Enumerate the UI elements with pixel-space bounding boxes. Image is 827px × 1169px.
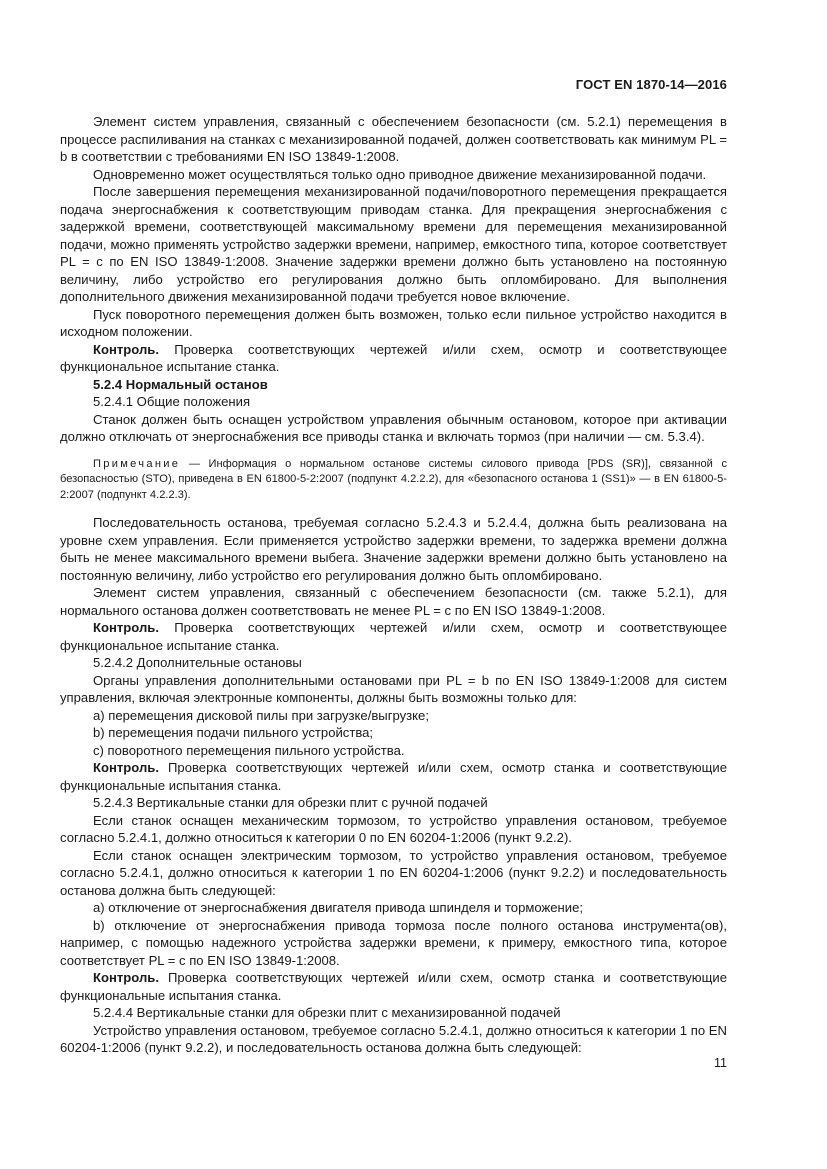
control-paragraph [60,969,727,1004]
list-item: b) перемещения подачи пильного устройства; [93,725,374,740]
list-item: b) отключение от энергоснабжения привода тормоза после полного останова инструмента(ов), например, с помощью надежного устройства задержки времени, к примеру, емкостного типа, которое соответствует PL = c по EN ISO 13849-1:2008. [60,917,727,968]
section-heading-text: 5.2.4 Нормальный останов [93,376,268,392]
paragraph: Пуск поворотного перемещения должен быть возможен, только если пильное устройство находится в исходном положении. [60,306,727,339]
list-item: c) поворотного перемещения пильного устройства. [93,742,405,758]
note-text: — Информация о нормальном останове системы силового привода [PDS (SR)], связанной с безопасностью (STO), приведена в EN 61800-5-2:2007 (подпункт 4.2.2.2), для «безопасного останова 1 (SS1)» — в EN 61800-5-2:2007 (подпункт 4.2.2.3). [60,457,727,501]
control-paragraph [60,341,727,376]
paragraph: После завершения перемещения механизированной подачи/поворотного перемещения прекращается подача энергоснабжения к соответствующим приводам станка. Для прекращения энергоснабжения с задержкой времени, соответствующей максимальному времени для перемещения механизированной подачи, можно применять устройство задержки времени, например, емкостного типа, которое соответствует PL = c по EN ISO 13849-1:2008. Значение задержки времени должно быть установлено на постоянную величину, либо устройство его регулирования должно быть опломбировано. Для выполнения дополнительного движения механизированной подачи требуется новое включение. [60,184,727,304]
subsection-heading: 5.2.4.2 Дополнительные остановы [93,655,302,670]
document-code-header: ГОСТ EN 1870-14—2016 [575,77,727,92]
subsection-heading: 5.2.4.1 Общие положения [93,394,251,409]
note [60,457,727,504]
control-label: Контроль. [93,760,159,775]
paragraph: Устройство управления остановом, требуемое согласно 5.2.4.1, должно относиться к категории 1 по EN 60204-1:2006 (пункт 9.2.2), и последовательность останова должна быть следующей: [60,1022,727,1055]
subsection-heading: 5.2.4.4 Вертикальные станки для обрезки плит с механизированной подачей [93,1005,561,1020]
paragraph: Если станок оснащен электрическим тормозом, то устройство управления остановом, требуемое согласно 5.2.4.1, должно относиться к категории 1 по EN 60204-1:2006 (пункт 9.2.2) и последовательность останова должна быть следующей: [60,847,727,898]
control-text: Проверка соответствующих чертежей и/или схем, осмотр и соответствующее функциональное испытание станка. [60,620,727,653]
control-paragraph [60,619,727,654]
subsection-heading: 5.2.4.3 Вертикальные станки для обрезки плит с ручной подачей [93,795,488,810]
section-heading [60,376,727,394]
control-label: Контроль. [93,341,159,357]
control-text: Проверка соответствующих чертежей и/или схем, осмотр станка и соответствующие функциональные испытания станка. [60,970,728,1003]
paragraph: Органы управления дополнительными остановами при PL = b по EN ISO 13849-1:2008 для систем управления, включая электронные компоненты, должны быть возможны только для: [60,672,727,705]
note-label: Примечание [93,457,181,470]
control-text: Проверка соответствующих чертежей и/или схем, осмотр станка и соответствующие функциональные испытания станка. [60,760,728,793]
control-label: Контроль. [93,970,159,985]
page-number: 11 [714,1056,727,1070]
list-item: a) перемещения дисковой пилы при загрузке/выгрузке; [93,707,429,723]
paragraph: Последовательность останова, требуемая согласно 5.2.4.3 и 5.2.4.4, должна быть реализована на уровне схем управления. Если применяется устройство задержки времени, то задержка времени должна быть не менее максимального времени выбега. Значение задержки времени должно быть установлено на постоянную величину, либо устройство его регулирования должно быть опломбировано. [60,515,727,583]
paragraph: Одновременно может осуществляться только одно приводное движение механизированной подачи. [93,166,707,182]
control-label: Контроль. [93,620,159,635]
paragraph: Станок должен быть оснащен устройством управления обычным остановом, которое при активации должно отключать от энергоснабжения все приводы станка и включать тормоз (при наличии — см. 5.3.4). [60,411,727,444]
document-body [60,113,727,1057]
paragraph: Элемент систем управления, связанный с обеспечением безопасности (см. также 5.2.1), для нормального останова должен соответствовать не менее PL = c по EN ISO 13849-1:2008. [60,585,727,618]
paragraph: Если станок оснащен механическим тормозом, то устройство управления остановом, требуемое согласно 5.2.4.1, должно относиться к категории 0 по EN 60204-1:2006 (пункт 9.2.2). [60,812,727,845]
paragraph: Элемент систем управления, связанный с обеспечением безопасности (см. 5.2.1) перемещения в процессе распиливания на станках с механизированной подачей, должен соответствовать как минимум PL = b в соответствии с требованиями EN ISO 13849-1:2008. [60,114,727,164]
control-paragraph [60,759,727,794]
list-item: a) отключение от энергоснабжения двигателя привода шпинделя и торможение; [93,900,584,915]
control-text: Проверка соответствующих чертежей и/или схем, осмотр и соответствующее функциональное испытание станка. [60,341,727,374]
